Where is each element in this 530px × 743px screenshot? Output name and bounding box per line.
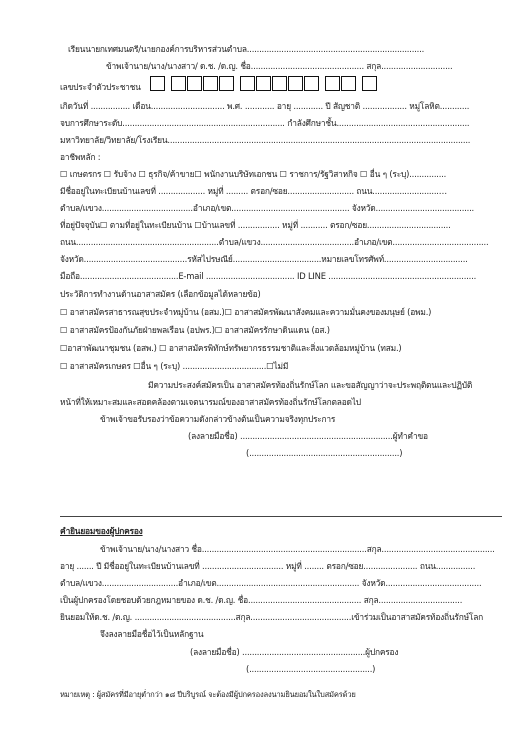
- province-postcode-phone-line: จังหวัด..........................................รหัสไปรษณีย์....................................หมายเลขโทรศัพท์..................................: [60, 254, 468, 264]
- guardian-of-child-line: เป็นผู้ปกครองโดยชอบด้วยกฎหมายของ ด.ช. /ด.ญ. ชื่อ.............................................. สกุล..................................: [60, 595, 463, 605]
- school-line: มหาวิทยาลัย/วิทยาลัย/โรงเรียน...........................................................................................................................: [60, 135, 471, 145]
- volunteer-option-row-1[interactable]: ☐ อาสาสมัครสาธารณสุขประจำหมู่บ้าน (อสม.)☐ อาสาสมัครพัฒนาสังคมและความมั่นคงของมนุษย์ (อพม.): [60, 307, 432, 317]
- guardian-name-line: ข้าพเจ้านาย/นาง/นางสาว ชื่อ...................................................................สกุล..............................................: [100, 544, 495, 554]
- applicant-printed-name[interactable]: (.............................................................): [246, 448, 403, 458]
- id-digit-box[interactable]: [219, 76, 234, 91]
- id-digit-box[interactable]: [187, 76, 202, 91]
- sign-as-evidence-line: จึงลงลายมือชื่อไว้เป็นหลักฐาน: [100, 629, 204, 639]
- applicant-signature-line[interactable]: (ลงลายมือชื่อ) ..............................................................ผู้ทำคำขอ: [188, 431, 428, 441]
- certification-statement: ข้าพเจ้าขอรับรองว่าข้อความดังกล่าวข้างต้นเป็นความจริงทุกประการ: [100, 414, 336, 424]
- volunteer-option-row-2[interactable]: ☐ อาสาสมัครป้องกันภัยฝ่ายพลเรือน (อปพร.)☐ อาสาสมัครรักษาดินแดน (อส.): [60, 325, 330, 335]
- id-digit-box[interactable]: [272, 76, 287, 91]
- guardian-printed-name[interactable]: (..................................................): [246, 664, 376, 674]
- id-digit-box[interactable]: [150, 76, 165, 91]
- guardian-consent-title: คำยินยอมของผู้ปกครอง: [60, 526, 143, 536]
- id-card-boxes[interactable]: [150, 76, 378, 92]
- id-digit-box[interactable]: [171, 76, 186, 91]
- district-province-line: ตำบล/แขวง.....................................อำเภอ/เขต................................................ จังหวัด........................................: [60, 203, 475, 213]
- current-address-line[interactable]: ที่อยู่ปัจจุบัน☐ ตามที่อยู่ในทะเบียนบ้าน ☐บ้านเลขที่ ................. หมู่ที่ ........... ตรอก/ซอย..................................: [60, 220, 451, 230]
- footnote: หมายเหตุ : ผู้สมัครที่มีอายุต่ำกว่า ๑๘ ปีบริบูรณ์ จะต้องมีผู้ปกครองลงนามยินยอมในใบสมัครด้วย: [60, 690, 356, 699]
- birth-date-line: เกิดวันที่ ................ เดือน.............................. พ.ศ. ............ อายุ ............ ปี สัญชาติ .................. หมู่โลหิต............: [60, 101, 470, 111]
- id-digit-box[interactable]: [288, 76, 303, 91]
- volunteer-history-heading: ประวัติการทำงานด้านอาสาสมัคร (เลือกข้อมูลได้หลายข้อ): [60, 289, 261, 299]
- id-digit-box[interactable]: [203, 76, 218, 91]
- guardian-signature-line[interactable]: (ลงลายมือชื่อ) ..................................................ผู้ปกครอง: [190, 647, 399, 657]
- volunteer-option-row-3[interactable]: ☐อาสาพัฒนาชุมชน (อสพ.) ☐ อาสาสมัครพิทักษ์ทรัพยากรธรรมชาติและสิ่งแวดล้อมหมู่บ้าน (ทสม.): [60, 343, 402, 353]
- volunteer-option-row-4[interactable]: ☐ อาสาสมัครเกษตร ☐อื่น ๆ (ระบุ) ..................................☐ไม่มี: [60, 361, 289, 371]
- road-subdistrict-line: ถนน..........................................................ตำบล/แขวง......................................อำเภอ/เขต.......................................: [60, 237, 489, 247]
- guardian-address-line: อายุ ....... ปี มีชื่ออยู่ในทะเบียนบ้านเลขที่ ................................. หมู่ที่ ........ ตรอก/ซอย...................... ถนน................: [60, 561, 476, 571]
- id-digit-box[interactable]: [240, 76, 255, 91]
- registered-address-line: มีชื่ออยู่ในทะเบียนบ้านเลขที่ ................... หมู่ที่ ......... ตรอก/ซอย........................... ถนน...........................…: [60, 186, 447, 196]
- occupation-options[interactable]: ☐ เกษตรกร ☐ รับจ้าง ☐ ธุรกิจ/ค้าขาย☐ พนักงานบริษัทเอกชน ☐ ราชการ/รัฐวิสาหกิจ ☐ อื่น ๆ (ระบุ)...............: [60, 169, 447, 179]
- occupation-label: อาชีพหลัก :: [60, 152, 101, 162]
- id-digit-box[interactable]: [304, 76, 319, 91]
- intent-statement-line-1: มีความประสงค์สมัครเป็น อาสาสมัครท้องถิ่นรักษ์โลก และขอสัญญาว่าจะประพฤติตนและปฏิบัติ: [148, 380, 473, 390]
- consent-join-line: ยินยอมให้ด.ช. /ด.ญ. .........................................สกุล.........................................เข้าร่วมเป็นอาสาสมัครท้องถิ่นรักษ์โลก: [60, 612, 484, 622]
- applicant-name-line: ข้าพเจ้านาย/นาง/นางสาว/ ด.ช. /ด.ญ. ชื่อ.............................................. สกุล.............................: [106, 61, 453, 71]
- intent-statement-line-2: หน้าที่ให้เหมาะสมและสอดคล้องตามเจตนารมณ์ของอาสาสมัครท้องถิ่นรักษ์โลกตลอดไป: [60, 397, 361, 407]
- id-card-label: เลขประจำตัวประชาชน: [60, 82, 141, 92]
- id-digit-box[interactable]: [341, 76, 356, 91]
- guardian-district-line: ตำบล/แขวง...............................อำเภอ/เขต.......................................................... จังหวัด.......................................: [60, 578, 482, 588]
- id-digit-box[interactable]: [362, 76, 377, 91]
- section-divider: [60, 516, 502, 517]
- education-line: จบการศึกษาระดับ.................................................................. กำลังศึกษาชั้น......................................................: [60, 118, 470, 128]
- id-digit-box[interactable]: [256, 76, 271, 91]
- mobile-email-line: มือถือ........................................E-mail .................................... ID LINE ............................................................: [60, 271, 477, 281]
- id-digit-box[interactable]: [325, 76, 340, 91]
- addressee-line: เรียนนายกเทศมนตรี/นายกองค์การบริหารส่วนตำบล........................................................................: [68, 44, 425, 54]
